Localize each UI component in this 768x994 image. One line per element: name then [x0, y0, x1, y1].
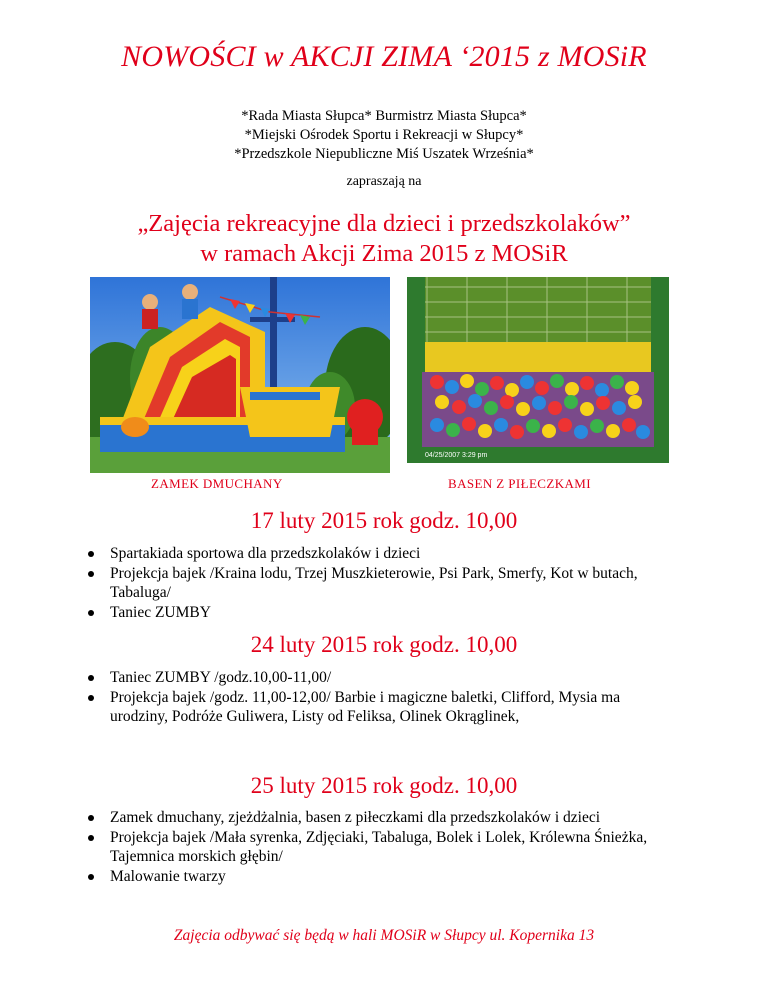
list-item: Spartakiada sportowa dla przedszkolaków i dzieci	[110, 544, 670, 564]
day-heading: 24 luty 2015 rok godz. 10,00	[250, 632, 518, 657]
photo-caption-castle: ZAMEK DMUCHANY	[151, 476, 283, 491]
list-item: Projekcja bajek /Kraina lodu, Trzej Muszkieterowie, Psi Park, Smerfy, Kot w butach, Tabaluga/	[110, 564, 670, 603]
event-subtitle	[0, 209, 768, 269]
photo-timestamp: 04/25/2007 3:29 pm	[425, 452, 488, 459]
subtitle-line: „Zajęcia rekreacyjne dla dzieci i przedszkolaków”	[137, 210, 631, 237]
ball-pit-photo	[407, 277, 669, 463]
sponsor-line: *Rada Miasta Słupca* Burmistrz Miasta Słupca*	[241, 108, 527, 124]
list-item: Projekcja bajek /godz. 11,00-12,00/ Barbie i magiczne baletki, Clifford, Mysia ma urodziny, Podróże Guliwera, Listy od Feliksa, Olinek Okrąglinek,	[110, 688, 670, 727]
list-item: Zamek dmuchany, zjeżdżalnia, basen z piłeczkami dla przedszkolaków i dzieci	[110, 808, 670, 828]
day-heading: 25 luty 2015 rok godz. 10,00	[250, 773, 518, 798]
list-item: Projekcja bajek /Mała syrenka, Zdjęciaki, Tabaluga, Bolek i Lolek, Królewna Śnieżka, Tajemnica morskich głębin/	[110, 828, 670, 867]
page-title: NOWOŚCI w AKCJI ZIMA ‘2015 z MOSiR	[121, 40, 647, 73]
sponsors-block	[0, 107, 768, 164]
venue-footer: Zajęcia odbywać się będą w hali MOSiR w Słupcy ul. Kopernika 13	[173, 927, 595, 944]
sponsor-line: *Miejski Ośrodek Sportu i Rekreacji w Słupcy*	[244, 127, 524, 143]
bouncy-castle-photo	[90, 277, 390, 473]
list-item: Taniec ZUMBY	[110, 603, 670, 623]
day-heading: 17 luty 2015 rok godz. 10,00	[250, 508, 518, 533]
day-activities-list	[110, 668, 670, 727]
subtitle-line: w ramach Akcji Zima 2015 z MOSiR	[200, 240, 568, 267]
day-activities-list	[110, 808, 670, 886]
bouncy-castle-illustration	[90, 277, 390, 473]
sponsor-line: *Przedszkole Niepubliczne Miś Uszatek Września*	[234, 146, 534, 162]
list-item: Taniec ZUMBY /godz.10,00-11,00/	[110, 668, 670, 688]
day-activities-list	[110, 544, 670, 622]
ball-pit-illustration	[407, 277, 669, 463]
invite-text: zapraszają na	[346, 174, 422, 189]
list-item: Malowanie twarzy	[110, 867, 670, 887]
photo-caption-ball-pit: BASEN Z PIŁECZKAMI	[448, 476, 591, 491]
